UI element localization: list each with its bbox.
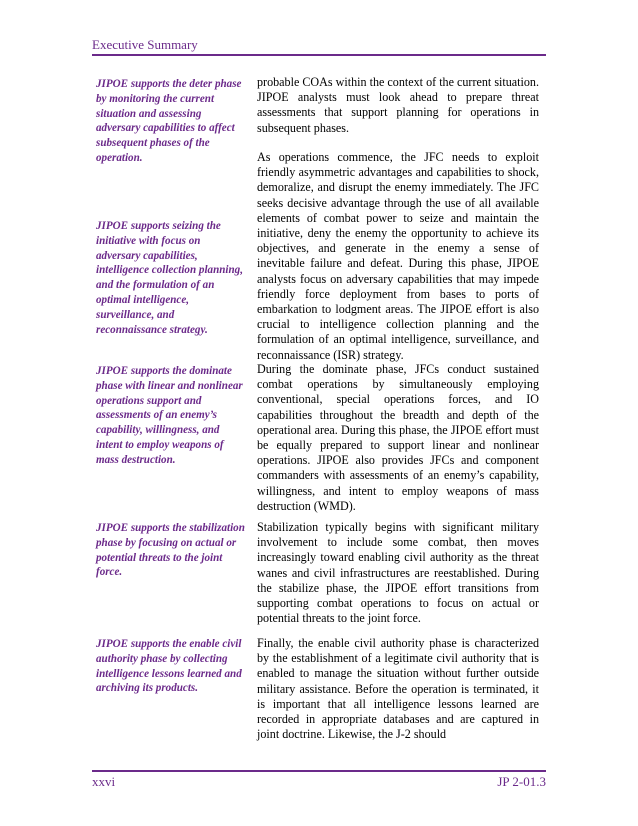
body-paragraph: Stabilization typically begins with significant military involvement to include some combat, then moves increasingly toward enabling civil authority as the threat wanes and civil infrastructures are reestablished. During the stabilize phase, the JIPOE effort transitions from supporting combat operations to focus on actual or potential threats to the joint force. bbox=[257, 520, 539, 626]
footer-rule bbox=[92, 770, 546, 772]
publication-id: JP 2-01.3 bbox=[497, 774, 546, 789]
sidebar-note-seize: JIPOE supports seizing the initiative with focus on adversary capabilities, intelligence collection planning, and the formulation of an optimal intelligence, surveillance, and reconnaissance strategy. bbox=[96, 220, 243, 336]
header-rule bbox=[92, 54, 546, 56]
body-paragraph: As operations commence, the JFC needs to exploit friendly asymmetric advantages and capabilities to shock, demoralize, and disrupt the enemy immediately. The JFC seeks decisive advantage through the use of all available elements of combat power to seize and maintain the initiative, deny the enemy the opportunity to achieve its objectives, and generate in the enemy a sense of inevitable failure and defeat. During this phase, JIPOE analysts focus on adversary capabilities that may impede friendly force deployment from bases to ports of embarkation to lodgment areas. The JIPOE effort is also crucial to intelligence collection planning and the formulation of an optimal intelligence, surveillance, and reconnaissance (ISR) strategy. bbox=[257, 150, 539, 362]
body-paragraph: During the dominate phase, JFCs conduct sustained combat operations by simultaneously employing conventional, special operations forces, and IO capabilities throughout the breadth and depth of the operational area. During this phase, the JIPOE effort must be equally prepared to support linear and nonlinear operations. JIPOE also provides JFCs and component commanders with assessments of an enemy’s capability, willingness, and intent to employ weapons of mass destruction (WMD). bbox=[257, 362, 539, 513]
sidebar-note-dominate: JIPOE supports the dominate phase with linear and nonlinear operations support and assessments of an enemy’s capability, willingness, and intent to employ weapons of mass destruction. bbox=[96, 365, 243, 466]
sidebar-note-stabilize: JIPOE supports the stabilization phase by focusing on actual or potential threats to the joint force. bbox=[96, 522, 245, 579]
page-number: xxvi bbox=[92, 774, 116, 789]
body-paragraph: probable COAs within the context of the current situation. JIPOE analysts must look ahead to prepare threat assessments that support planning for operations in subsequent phases. bbox=[257, 75, 539, 135]
running-header: Executive Summary bbox=[92, 37, 198, 52]
sidebar-note-deter: JIPOE supports the deter phase by monitoring the current situation and assessing adversary capabilities to affect subsequent phases of the operation. bbox=[96, 78, 242, 164]
sidebar-note-enable: JIPOE supports the enable civil authority phase by collecting intelligence lessons learned and archiving its products. bbox=[96, 638, 242, 695]
body-paragraph: Finally, the enable civil authority phase is characterized by the establishment of a legitimate civil authority that is enabled to manage the situation without further outside military assistance. Before the operation is terminated, it is important that all intelligence lessons learned are recorded in appropriate databases and are captured in joint doctrine. Likewise, the J-2 should bbox=[257, 636, 539, 742]
